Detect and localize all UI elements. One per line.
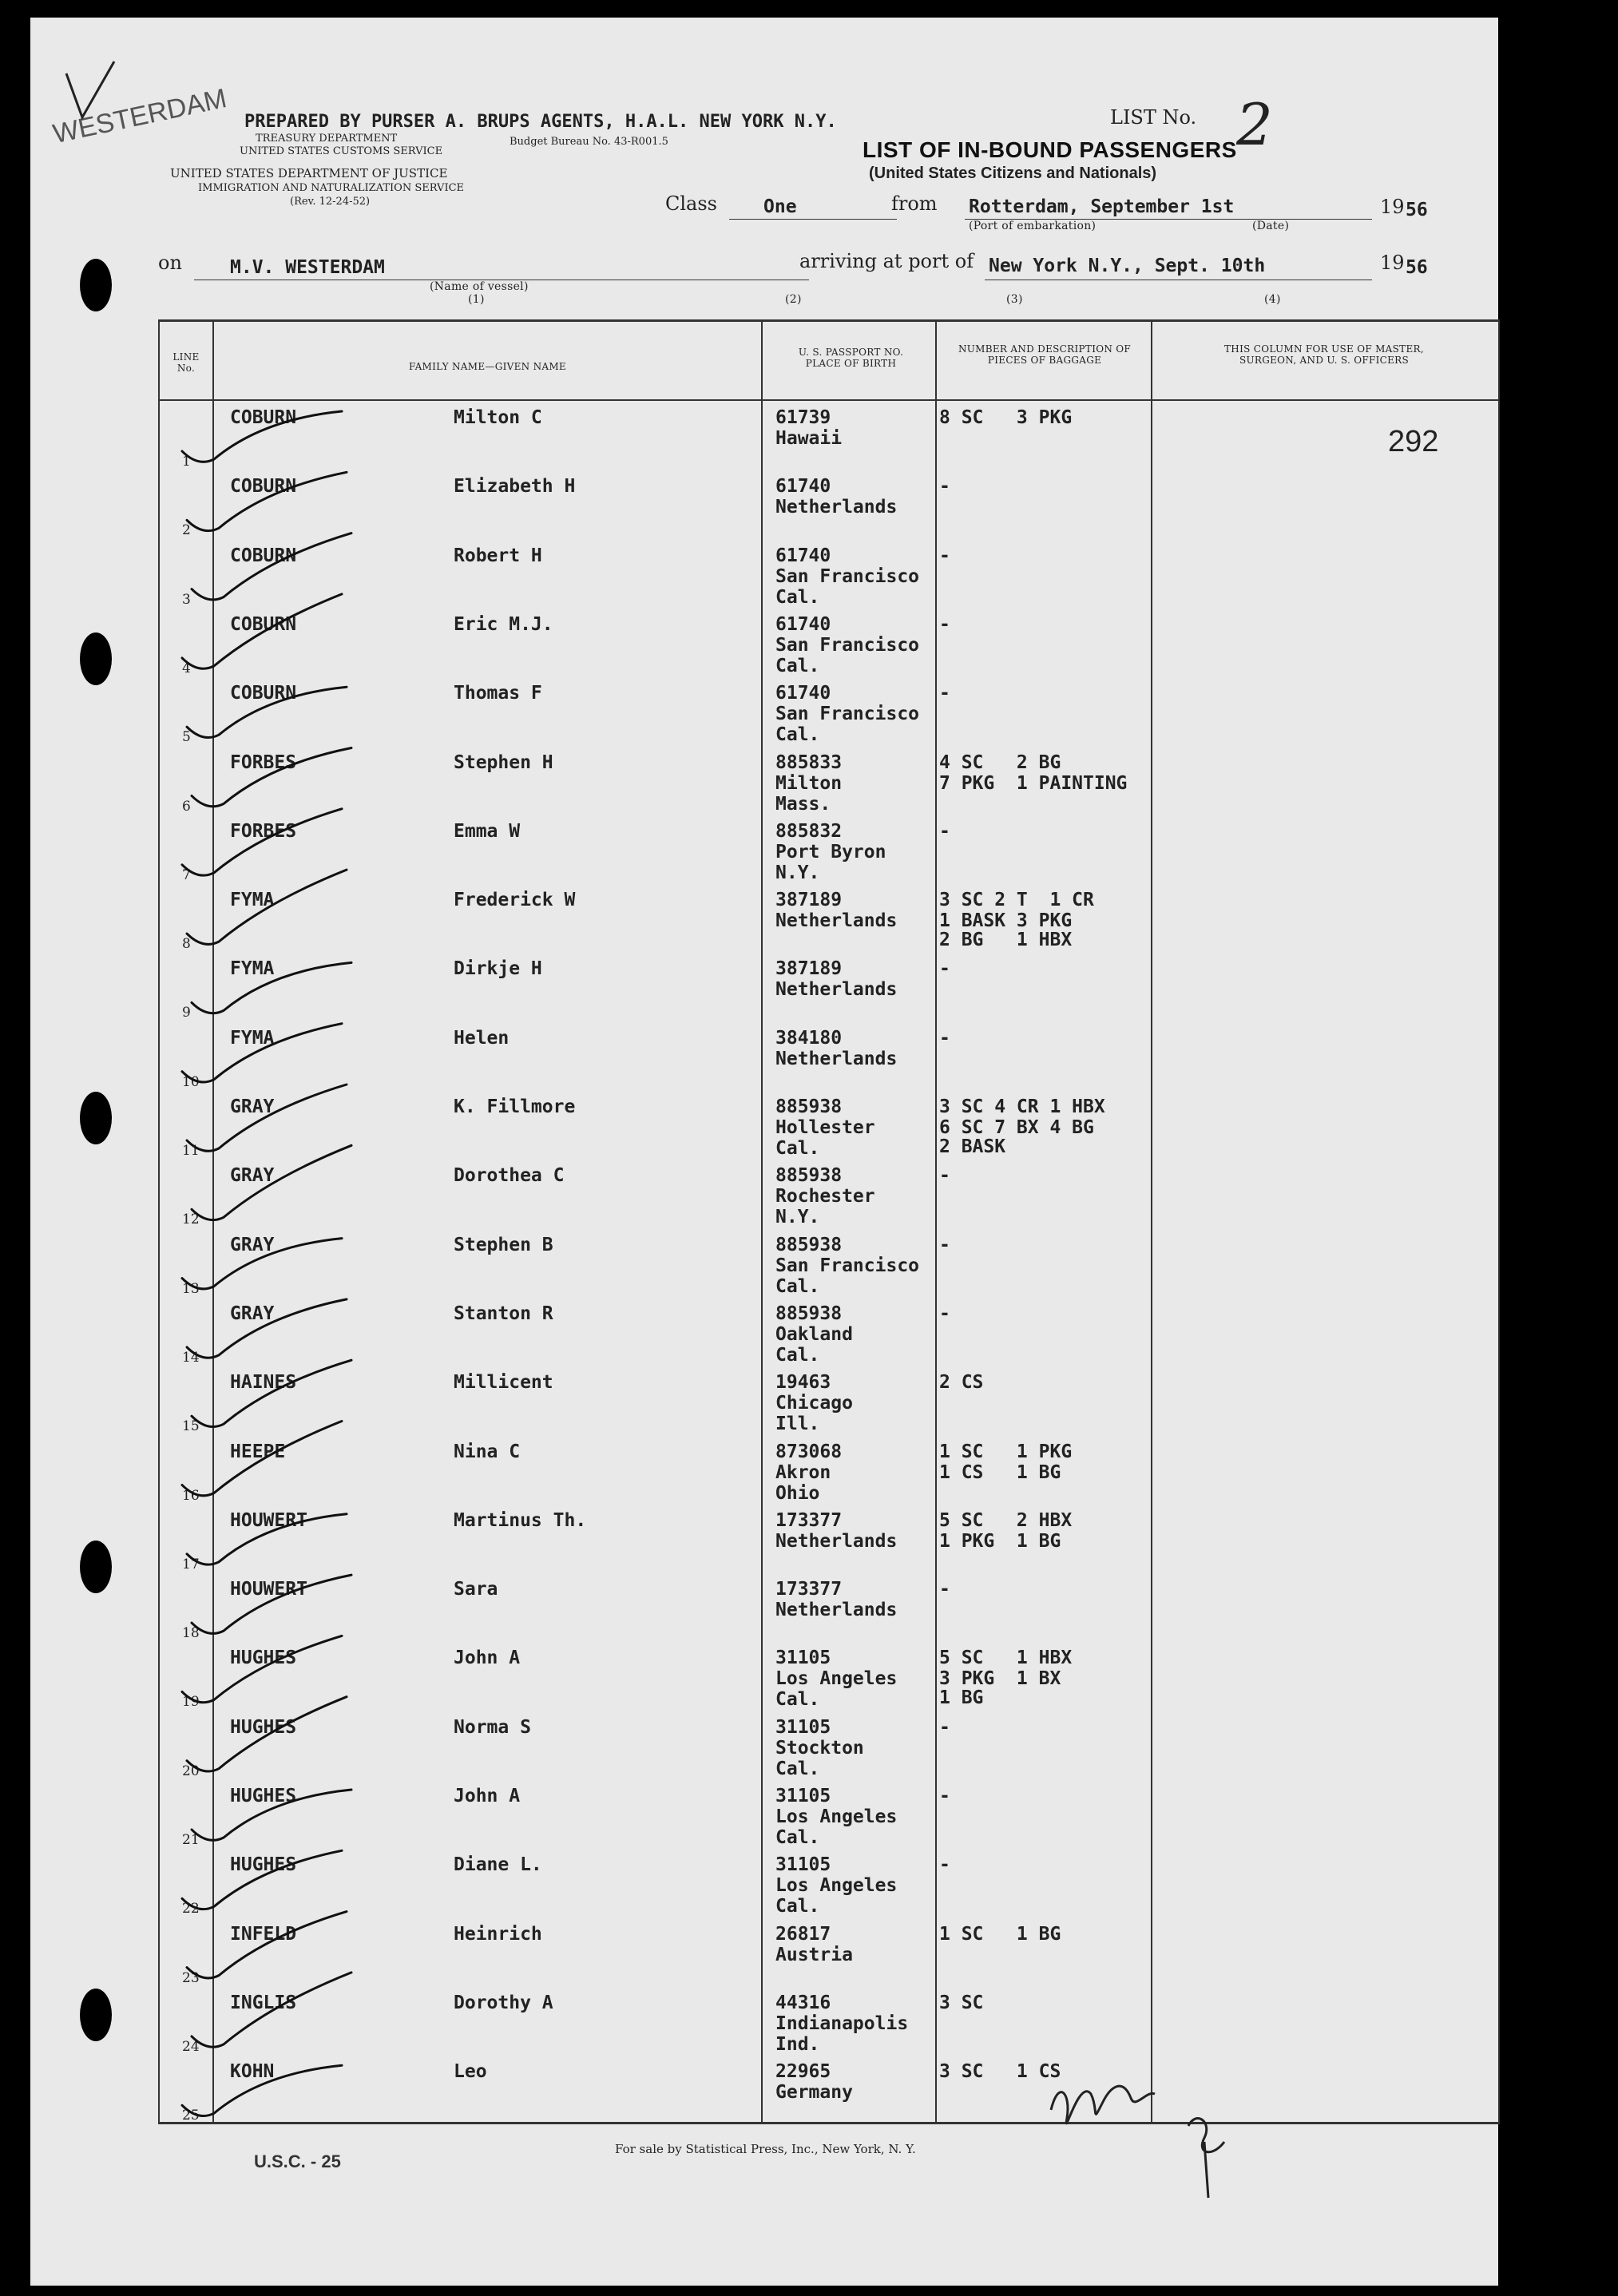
line-number: 20 [182, 1763, 200, 1779]
baggage-line1: 1 SC 1 BG [939, 1923, 1061, 1945]
passport-number: 885938 [775, 1303, 843, 1324]
family-name: HUGHES [230, 1786, 297, 1806]
justice-line2: IMMIGRATION AND NATURALIZATION SERVICE [198, 182, 465, 194]
baggage-line1: - [939, 1165, 950, 1187]
col-header-line-no: LINE No. [173, 351, 200, 374]
baggage-line1: 3 SC 2 T 1 CR [939, 890, 1094, 911]
given-name: Millicent [454, 1372, 553, 1394]
check-mark [187, 1697, 347, 1771]
check-mark [187, 1085, 347, 1151]
passport-number: 885938 [775, 1234, 843, 1255]
given-name: John A [454, 1786, 521, 1806]
family-name: FYMA [230, 958, 275, 980]
place-of-birth: Rochester [775, 1186, 875, 1207]
year-prefix: 19 [1380, 196, 1405, 218]
line-number: 17 [182, 1556, 200, 1572]
family-name: INFELD [230, 1923, 297, 1945]
family-name: COBURN [230, 476, 297, 498]
passport-number: 173377 [775, 1579, 843, 1600]
check-mark [182, 1636, 342, 1702]
line-number: 23 [182, 1969, 200, 1986]
baggage-line2: 1 PKG 1 BG [939, 1530, 1061, 1552]
passport-number: 61740 [775, 476, 831, 498]
family-name: COBURN [230, 407, 297, 428]
place-of-birth-line2: Cal. [775, 1275, 820, 1297]
family-name: HUGHES [230, 1716, 297, 1738]
place-of-birth: San Francisco [775, 634, 920, 656]
given-name: Milton C [454, 407, 542, 428]
given-name: Norma S [454, 1716, 531, 1738]
line-number: 6 [182, 798, 191, 815]
col1-caption: (1) [468, 293, 485, 306]
family-name: HEEPE [230, 1441, 286, 1462]
col4-caption: (4) [1264, 293, 1281, 306]
place-of-birth: Milton [775, 772, 843, 794]
line-number: 13 [182, 1280, 200, 1297]
given-name: Dorothy A [454, 1992, 553, 2013]
form-subtitle: (United States Citizens and Nationals) [869, 165, 1157, 182]
line-number: 8 [182, 936, 191, 953]
place-of-birth: Netherlands [775, 979, 898, 1001]
family-name: KOHN [230, 2061, 275, 2083]
baggage-line2: 1 CS 1 BG [939, 1461, 1061, 1483]
family-name: HUGHES [230, 1854, 297, 1876]
place-of-birth: Stockton [775, 1737, 864, 1759]
given-name: Sara [454, 1579, 498, 1600]
family-name: HUGHES [230, 1648, 297, 1669]
baggage-line1: 2 CS [939, 1372, 984, 1394]
baggage-line2: 6 SC 7 BX 4 BG [939, 1117, 1094, 1138]
check-mark [192, 533, 351, 600]
class-value: One [763, 196, 797, 217]
family-name: GRAY [230, 1303, 275, 1324]
check-mark [192, 1575, 351, 1633]
on-label: on [158, 252, 182, 274]
check-mark [182, 1239, 342, 1289]
baggage-line1: - [939, 545, 950, 566]
passport-number: 387189 [775, 890, 843, 911]
baggage-line1: - [939, 820, 950, 842]
family-name: FORBES [230, 751, 297, 773]
passport-number: 885833 [775, 751, 843, 773]
baggage-line1: 4 SC 2 BG [939, 751, 1061, 773]
given-name: Helen [454, 1027, 510, 1049]
given-name: Dorothea C [454, 1165, 565, 1187]
form-number: U.S.C. - 25 [254, 2151, 341, 2171]
place-of-birth-line2: Cal. [775, 1758, 820, 1779]
check-mark [187, 870, 347, 944]
place-of-birth-line2: Cal. [775, 724, 820, 746]
place-of-birth: Indianapolis [775, 2012, 909, 2034]
place-of-birth-line2: Mass. [775, 793, 831, 815]
baggage-line1: - [939, 1234, 950, 1255]
passport-number: 387189 [775, 958, 843, 980]
baggage-line1: 3 SC [939, 1992, 984, 2013]
place-of-birth: Germany [775, 2082, 853, 2104]
passport-number: 885938 [775, 1165, 843, 1187]
place-of-birth: Los Angeles [775, 1875, 898, 1897]
line-number: 12 [182, 1211, 200, 1228]
passport-number: 873068 [775, 1441, 843, 1462]
baggage-line1: - [939, 683, 950, 704]
line-number: 1 [182, 454, 191, 470]
baggage-line1: - [939, 1579, 950, 1600]
baggage-line3: 2 BASK [939, 1136, 1006, 1157]
form-title: LIST OF IN-BOUND PASSENGERS [863, 137, 1237, 162]
family-name: COBURN [230, 683, 297, 704]
place-of-birth: San Francisco [775, 565, 920, 587]
baggage-line2: 3 PKG 1 BX [939, 1668, 1061, 1690]
line-number: 4 [182, 660, 191, 676]
passport-number: 22965 [775, 2061, 831, 2083]
class-label: Class [665, 192, 717, 215]
arriving-label: arriving at port of [799, 250, 974, 272]
place-of-birth-line2: N.Y. [775, 862, 820, 883]
year-value: 56 [1406, 200, 1428, 220]
passport-number: 31105 [775, 1648, 831, 1669]
check-mark [182, 809, 342, 875]
place-of-birth-line2: Cal. [775, 1896, 820, 1917]
check-mark [187, 1299, 347, 1358]
passport-number: 31105 [775, 1786, 831, 1806]
line-number: 22 [182, 1901, 200, 1917]
place-of-birth-line2: Ind. [775, 2033, 820, 2055]
place-of-birth-line2: N.Y. [775, 1207, 820, 1228]
given-name: Stephen B [454, 1234, 553, 1255]
passport-number: 61740 [775, 613, 831, 635]
given-name: Dirkje H [454, 958, 542, 980]
dept-line1: TREASURY DEPARTMENT [256, 133, 398, 145]
place-of-birth-line2: Ohio [775, 1482, 820, 1504]
dept-line2: UNITED STATES CUSTOMS SERVICE [240, 145, 443, 157]
check-mark [192, 1790, 351, 1840]
handwritten-signature [1051, 2086, 1155, 2124]
given-name: Diane L. [454, 1854, 542, 1876]
check-mark [192, 1360, 351, 1426]
passport-number: 61740 [775, 683, 831, 704]
family-name: HOUWERT [230, 1509, 307, 1531]
pencil-checkmarks [30, 18, 1498, 2286]
given-name: Stephen H [454, 751, 553, 773]
place-of-birth-line2: Cal. [775, 655, 820, 676]
given-name: Emma W [454, 820, 521, 842]
place-of-birth-line2: Cal. [775, 1827, 820, 1848]
check-mark [187, 1912, 347, 1978]
baggage-line3: 1 BG [939, 1687, 984, 1709]
line-number: 19 [182, 1694, 200, 1711]
check-mark [182, 1850, 342, 1909]
place-of-birth-line2: Ill. [775, 1414, 820, 1435]
check-mark [187, 472, 347, 530]
given-name: K. Fillmore [454, 1096, 576, 1117]
justice-line1: UNITED STATES DEPARTMENT OF JUSTICE [170, 166, 448, 180]
vessel-value: M.V. WESTERDAM [230, 257, 385, 278]
passport-number: 31105 [775, 1854, 831, 1876]
check-mark [187, 1514, 347, 1564]
given-name: Martinus Th. [454, 1509, 587, 1531]
line-number: 7 [182, 866, 191, 883]
baggage-line1: 5 SC 1 HBX [939, 1648, 1073, 1669]
port-embarkation-caption: (Port of embarkation) [969, 220, 1097, 232]
given-name: Stanton R [454, 1303, 553, 1324]
place-of-birth-line2: Cal. [775, 1138, 820, 1159]
place-of-birth: Netherlands [775, 1600, 898, 1621]
place-of-birth: Netherlands [775, 1530, 898, 1552]
check-mark [182, 1422, 342, 1496]
family-name: INGLIS [230, 1992, 297, 2013]
passport-number: 384180 [775, 1027, 843, 1049]
family-name: HAINES [230, 1372, 297, 1394]
line-number: 5 [182, 729, 191, 746]
baggage-line1: - [939, 1786, 950, 1806]
check-mark [192, 962, 351, 1013]
from-label: from [891, 192, 938, 215]
place-of-birth: Los Angeles [775, 1806, 898, 1827]
col-header-passport: U. S. PASSPORT NO. PLACE OF BIRTH [798, 347, 904, 369]
printer-credit: For sale by Statistical Press, Inc., New York, N. Y. [615, 2142, 916, 2156]
list-no-value: 2 [1236, 91, 1273, 158]
passport-number: 26817 [775, 1923, 831, 1945]
prepared-by: PREPARED BY PURSER A. BRUPS AGENTS, H.A.L. NEW YORK N.Y. [244, 112, 837, 132]
place-of-birth: Netherlands [775, 497, 898, 518]
line-number: 18 [182, 1625, 200, 1642]
baggage-line1: - [939, 958, 950, 980]
baggage-line1: - [939, 476, 950, 498]
place-of-birth: Hollester [775, 1117, 875, 1138]
line-number: 11 [182, 1143, 200, 1159]
given-name: Heinrich [454, 1923, 542, 1945]
family-name: COBURN [230, 613, 297, 635]
line-number: 16 [182, 1487, 200, 1504]
baggage-line1: - [939, 1027, 950, 1049]
place-of-birth: Los Angeles [775, 1668, 898, 1690]
col-header-name: FAMILY NAME—GIVEN NAME [408, 361, 566, 372]
family-name: GRAY [230, 1165, 275, 1187]
baggage-line1: 5 SC 2 HBX [939, 1509, 1073, 1531]
baggage-line1: 3 SC 1 CS [939, 2061, 1061, 2083]
date-caption: (Date) [1252, 220, 1290, 232]
budget-bureau: Budget Bureau No. 43-R001.5 [510, 136, 668, 148]
passport-number: 885938 [775, 1096, 843, 1117]
place-of-birth: Akron [775, 1461, 831, 1483]
col-header-officers: THIS COLUMN FOR USE OF MASTER, SURGEON, AND U. S. OFFICERS [1224, 343, 1424, 366]
given-name: Robert H [454, 545, 542, 566]
place-of-birth: Netherlands [775, 910, 898, 932]
col2-caption: (2) [785, 293, 802, 306]
year-value-2: 56 [1406, 257, 1428, 278]
line-number: 2 [182, 522, 191, 539]
col-header-baggage: NUMBER AND DESCRIPTION OF PIECES OF BAGGAGE [958, 343, 1132, 366]
family-name: COBURN [230, 545, 297, 566]
baggage-line2: 7 PKG 1 PAINTING [939, 772, 1128, 794]
place-of-birth: San Francisco [775, 1255, 920, 1276]
check-mark [187, 687, 347, 737]
baggage-line1: 3 SC 4 CR 1 HBX [939, 1096, 1105, 1117]
given-name: Thomas F [454, 683, 542, 704]
family-name: FORBES [230, 820, 297, 842]
given-name: Leo [454, 2061, 487, 2083]
given-name: John A [454, 1648, 521, 1669]
family-name: GRAY [230, 1234, 275, 1255]
justice-line3: (Rev. 12-24-52) [290, 196, 371, 208]
check-mark [192, 1973, 351, 2047]
passport-number: 61740 [775, 545, 831, 566]
check-mark [192, 748, 351, 807]
baggage-line2: 1 BASK 3 PKG [939, 910, 1073, 932]
year-prefix-2: 19 [1380, 252, 1405, 274]
given-name: Elizabeth H [454, 476, 576, 498]
passport-number: 173377 [775, 1509, 843, 1531]
given-name: Eric M.J. [454, 613, 553, 635]
vessel-caption: (Name of vessel) [430, 280, 529, 293]
arriving-value: New York N.Y., Sept. 10th [989, 256, 1266, 276]
passport-number: 44316 [775, 1992, 831, 2013]
line-number: 3 [182, 591, 191, 608]
baggage-line1: - [939, 613, 950, 635]
line-number: 10 [182, 1073, 200, 1090]
place-of-birth: Chicago [775, 1393, 853, 1414]
baggage-line1: - [939, 1716, 950, 1738]
given-name: Frederick W [454, 890, 576, 911]
given-name: Nina C [454, 1441, 521, 1462]
family-name: FYMA [230, 890, 275, 911]
place-of-birth: Port Byron [775, 841, 886, 862]
passport-number: 61739 [775, 407, 831, 428]
line-number: 9 [182, 1005, 191, 1021]
family-name: FYMA [230, 1027, 275, 1049]
place-of-birth: San Francisco [775, 704, 920, 725]
line-number: 24 [182, 2038, 200, 2055]
officer-note: 292 [1388, 425, 1439, 458]
place-of-birth: Oakland [775, 1323, 853, 1345]
ship-stamp: WESTERDAM [50, 83, 230, 150]
place-of-birth-line2: Cal. [775, 1344, 820, 1366]
check-mark [182, 1024, 342, 1082]
col3-caption: (3) [1006, 293, 1023, 306]
passport-number: 31105 [775, 1716, 831, 1738]
family-name: HOUWERT [230, 1579, 307, 1600]
place-of-birth-line2: Cal. [775, 1689, 820, 1711]
baggage-line1: 8 SC 3 PKG [939, 407, 1073, 428]
place-of-birth: Hawaii [775, 428, 843, 449]
passport-number: 19463 [775, 1372, 831, 1394]
check-mark [182, 2065, 342, 2116]
check-mark [182, 591, 342, 668]
line-number: 21 [182, 1832, 200, 1848]
line-number: 25 [182, 2108, 200, 2124]
list-no-label: LIST No. [1110, 106, 1197, 129]
check-mark [182, 411, 342, 462]
manifest-page [30, 18, 1498, 2286]
place-of-birth: Austria [775, 1944, 853, 1965]
baggage-line1: 1 SC 1 PKG [939, 1441, 1073, 1462]
baggage-line1: - [939, 1854, 950, 1876]
line-number: 15 [182, 1418, 200, 1435]
line-number: 14 [182, 1349, 200, 1366]
place-of-birth: Netherlands [775, 1048, 898, 1069]
passport-number: 885832 [775, 820, 843, 842]
place-of-birth-line2: Cal. [775, 586, 820, 608]
check-mark [192, 1145, 351, 1219]
family-name: GRAY [230, 1096, 275, 1117]
baggage-line3: 2 BG 1 HBX [939, 930, 1073, 951]
baggage-line1: - [939, 1303, 950, 1324]
from-value: Rotterdam, September 1st [969, 196, 1235, 217]
